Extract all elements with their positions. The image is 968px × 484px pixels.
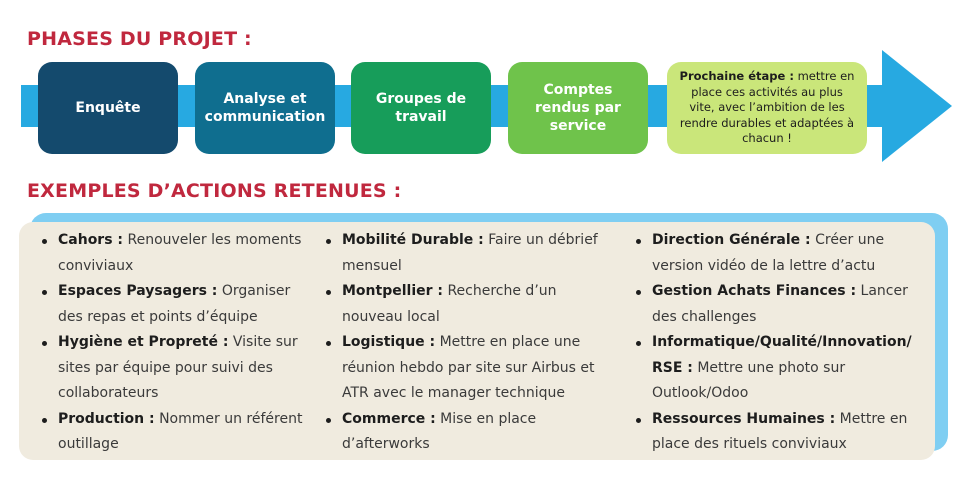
list-item: Production : Nommer un référent outillage	[40, 407, 310, 458]
bullet-icon	[636, 418, 641, 423]
bullet-icon	[636, 341, 641, 346]
phase-comptes-rendus: Comptes rendus par service	[508, 62, 648, 154]
phases-heading: PHASES DU PROJET :	[27, 28, 252, 50]
actions-column-1	[40, 228, 310, 458]
bullet-icon	[636, 239, 641, 244]
next-step-text: mettre en place ces activités au plus vite, avec l’ambition de les rendre durables et adaptées à chacun !	[679, 69, 855, 146]
list-item: Mobilité Durable : Faire un débrief mensuel	[324, 228, 614, 279]
list-item: Gestion Achats Finances : Lancer des challenges	[634, 279, 926, 330]
bullet-icon	[42, 341, 47, 346]
list-item: Commerce : Mise en place d’afterworks	[324, 407, 614, 458]
list-item: Hygiène et Propreté : Visite sur sites par équipe pour suivi des collaborateurs	[40, 330, 310, 407]
actions-heading: EXEMPLES D’ACTIONS RETENUES :	[27, 180, 402, 202]
bullet-icon	[42, 239, 47, 244]
bullet-icon	[326, 290, 331, 295]
bullet-icon	[42, 418, 47, 423]
bullet-icon	[326, 418, 331, 423]
list-item: Ressources Humaines : Mettre en place des rituels conviviaux	[634, 407, 926, 458]
bullet-icon	[42, 290, 47, 295]
list-item: Montpellier : Recherche d’un nouveau local	[324, 279, 614, 330]
phase-prochaine-etape	[667, 62, 867, 154]
list-item: Cahors : Renouveler les moments conviviaux	[40, 228, 310, 279]
timeline-arrow-head	[882, 50, 952, 162]
phase-groupes-de-travail: Groupes de travail	[351, 62, 491, 154]
list-item: Informatique/Qualité/Innovation/ RSE : Mettre une photo sur Outlook/Odoo	[634, 330, 926, 407]
bullet-icon	[326, 239, 331, 244]
list-item: Espaces Paysagers : Organiser des repas et points d’équipe	[40, 279, 310, 330]
bullet-icon	[326, 341, 331, 346]
actions-column-2	[324, 228, 614, 458]
bullet-icon	[636, 290, 641, 295]
list-item: Logistique : Mettre en place une réunion hebdo par site sur Airbus et ATR avec le manager technique	[324, 330, 614, 407]
next-step-label: Prochaine étape :	[679, 69, 794, 84]
list-item: Direction Générale : Créer une version vidéo de la lettre d’actu	[634, 228, 926, 279]
phase-enquete: Enquête	[38, 62, 178, 154]
actions-column-3	[634, 228, 926, 458]
phase-analyse-communication: Analyse et communication	[195, 62, 335, 154]
